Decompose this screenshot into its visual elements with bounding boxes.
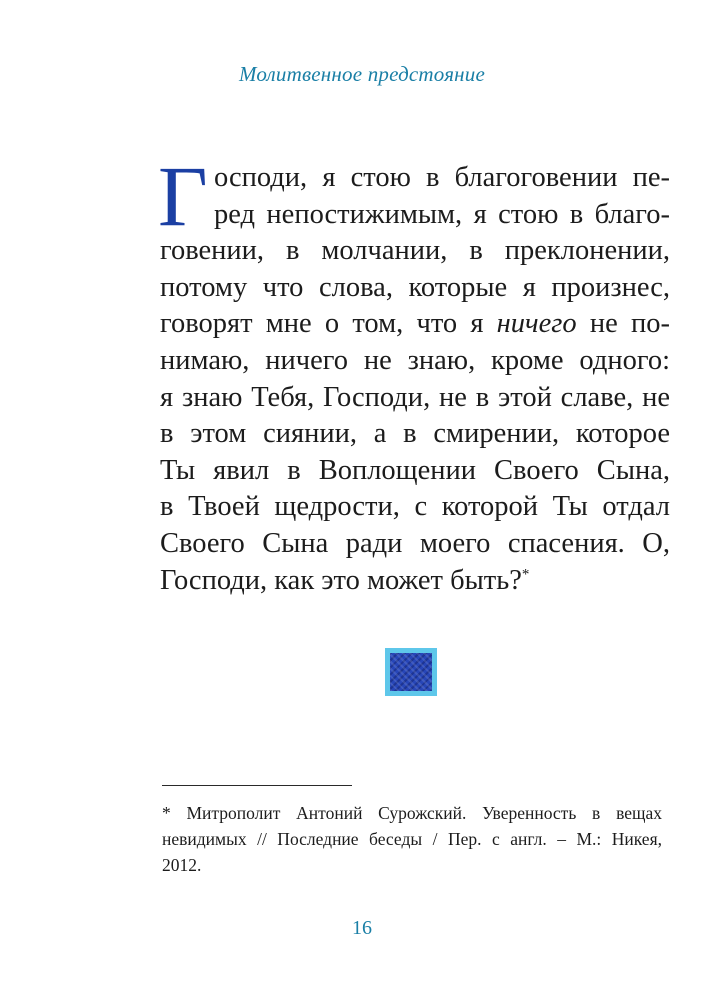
text-line-2: ред непостижимым, я стою в благо- bbox=[214, 198, 670, 230]
text-line-7: я знаю Тебя, Господи, не в этой славе, не bbox=[160, 381, 670, 413]
footnote-line-1: * Митрополит Антоний Сурожский. Уверенность в вещах bbox=[162, 803, 662, 823]
text-line-8: в этом сиянии, а в смирении, которое bbox=[160, 418, 670, 450]
page-number: 16 bbox=[352, 917, 372, 939]
text-line-5-end: не по- bbox=[589, 308, 670, 340]
footnote-divider bbox=[162, 785, 352, 786]
footnote-line-2: невидимых // Последние беседы / Пер. с англ. – М.: Никея, bbox=[162, 829, 662, 849]
footnote-marker: * bbox=[521, 566, 530, 583]
drop-cap: Г bbox=[158, 148, 208, 244]
ornament-square bbox=[385, 648, 437, 696]
footnote-line-3: 2012. bbox=[162, 855, 202, 875]
text-line-12-text: Господи, как это может быть? bbox=[160, 564, 522, 596]
text-line-6: нимаю, ничего не знаю, кроме одного: bbox=[160, 344, 670, 376]
running-head: Молитвенное предстояние bbox=[238, 62, 486, 86]
emphasized-word: ничего bbox=[496, 308, 577, 340]
text-line-5-start: говорят мне о том, что я bbox=[160, 308, 484, 340]
text-line-1: осподи, я стою в благоговении пе- bbox=[214, 162, 670, 193]
ornament-square-inner bbox=[390, 653, 432, 691]
text-line-5 bbox=[160, 306, 670, 343]
text-line-10: в Твоей щедрости, с которой Ты отдал bbox=[160, 491, 670, 523]
text-line-12 bbox=[160, 563, 670, 600]
text-line-4: потому что слова, которые я произнес, bbox=[160, 271, 670, 303]
text-line-11: Своего Сына ради моего спасения. О, bbox=[160, 527, 670, 559]
text-line-9: Ты явил в Воплощении Своего Сына, bbox=[160, 454, 670, 486]
footnote bbox=[162, 800, 662, 878]
text-line-3: говении, в молчании, в преклонении, bbox=[160, 235, 670, 267]
prayer-text bbox=[158, 148, 670, 599]
